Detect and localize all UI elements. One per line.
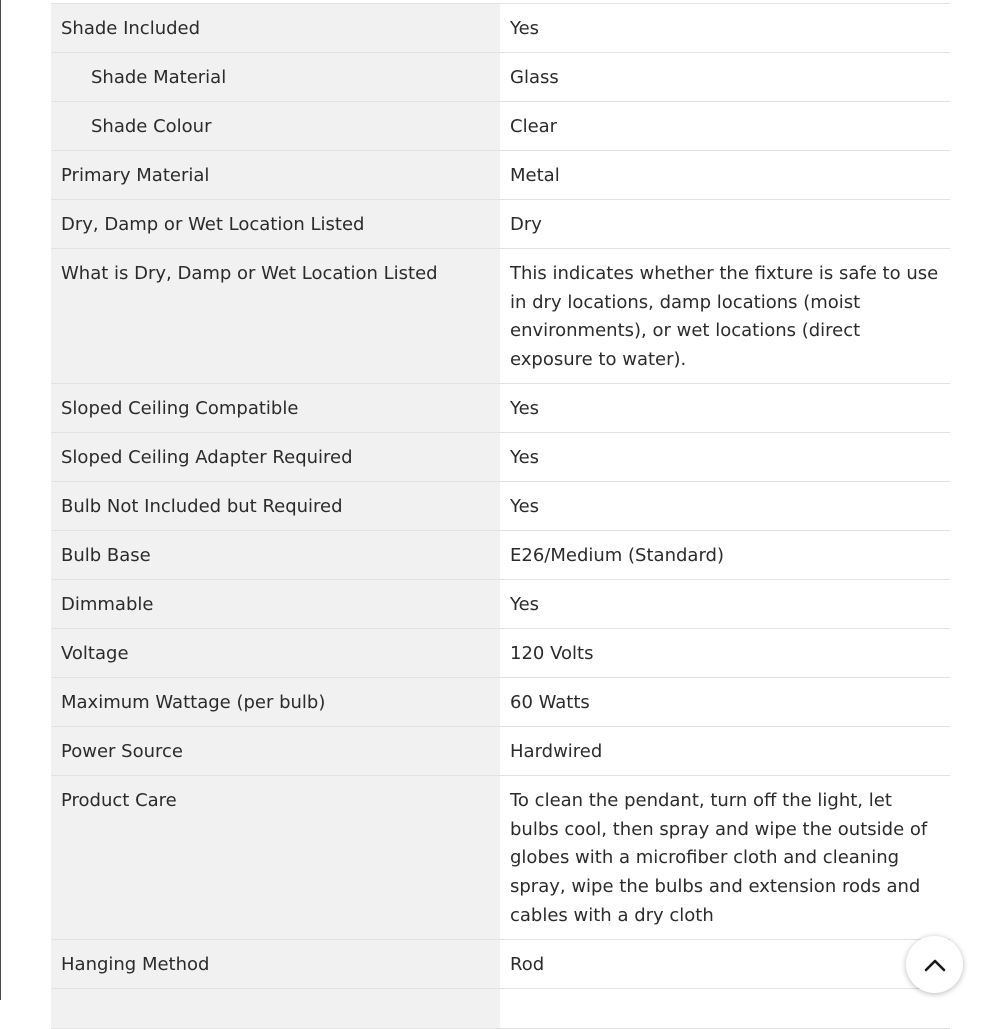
spec-value: Yes (510, 447, 540, 468)
spec-value: Yes (510, 496, 540, 517)
spec-label: Primary Material (51, 151, 500, 199)
spec-label: Hanging Method (51, 940, 500, 988)
spec-value: Rod (510, 954, 545, 975)
scroll-to-top-button[interactable] (906, 936, 963, 993)
spec-label: Sloped Ceiling Compatible (51, 384, 500, 432)
spec-label: Product Care (51, 776, 500, 939)
spec-value: Yes (510, 18, 540, 39)
spec-value: E26/Medium (Standard) (510, 545, 724, 566)
spec-label: Shade Colour (51, 102, 500, 150)
spec-value: Dry (510, 214, 542, 235)
spec-label: Power Source (51, 727, 500, 775)
spec-label: Bulb Base (51, 531, 500, 579)
spec-row (51, 940, 950, 989)
spec-label: What is Dry, Damp or Wet Location Listed (51, 249, 500, 383)
spec-label: Maximum Wattage (per bulb) (51, 678, 500, 726)
spec-row (51, 53, 950, 102)
spec-row (51, 989, 950, 1029)
spec-row (51, 482, 950, 531)
spec-row (51, 531, 950, 580)
spec-value: This indicates whether the fixture is safe to use in dry locations, damp locations (moist environments), or wet locations (direct exposure to water). (510, 263, 939, 371)
spec-value: Clear (510, 116, 558, 137)
spec-label: Bulb Not Included but Required (51, 482, 500, 530)
spec-row (51, 249, 950, 384)
spec-value: 60 Watts (510, 692, 590, 713)
spec-row (51, 580, 950, 629)
spec-value: To clean the pendant, turn off the light, let bulbs cool, then spray and wipe the outside of globes with a microfiber cloth and cleaning spray, wipe the bulbs and extension rods and cables with a dry cloth (510, 790, 928, 926)
spec-row (51, 678, 950, 727)
spec-label: Sloped Ceiling Adapter Required (51, 433, 500, 481)
spec-value: Glass (510, 67, 559, 88)
spec-row (51, 102, 950, 151)
spec-row (51, 384, 950, 433)
spec-label (51, 989, 500, 1028)
spec-value: Yes (510, 398, 540, 419)
spec-row (51, 4, 950, 53)
spec-label: Dimmable (51, 580, 500, 628)
chevron-up-icon (924, 958, 946, 972)
spec-row (51, 727, 950, 776)
spec-value: Metal (510, 165, 560, 186)
spec-row (51, 200, 950, 249)
specifications-table (51, 3, 950, 1029)
page-left-edge (0, 0, 1, 1000)
spec-label: Shade Material (51, 53, 500, 101)
spec-label: Shade Included (51, 4, 500, 52)
spec-row (51, 151, 950, 200)
spec-value: 120 Volts (510, 643, 594, 664)
spec-row (51, 776, 950, 940)
spec-row (51, 433, 950, 482)
spec-label: Dry, Damp or Wet Location Listed (51, 200, 500, 248)
spec-value (500, 987, 950, 1028)
spec-value: Hardwired (510, 741, 603, 762)
spec-label: Voltage (51, 629, 500, 677)
spec-row (51, 629, 950, 678)
spec-value: Yes (510, 594, 540, 615)
